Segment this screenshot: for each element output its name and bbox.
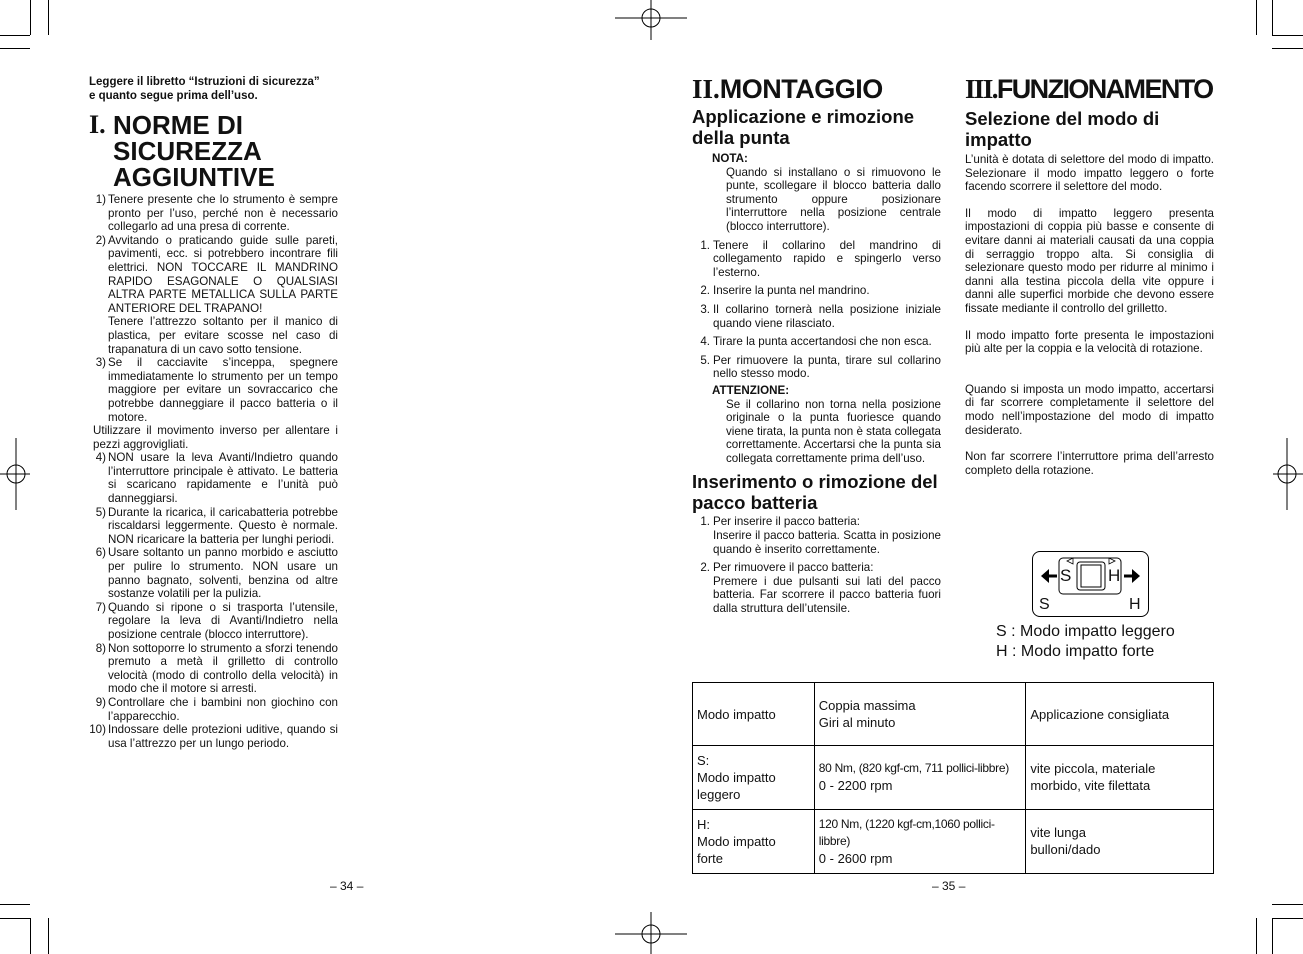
item-text: Utilizzare il movimento inverso per allentare i pezzi aggrovigliati. (93, 424, 338, 451)
mode-code: H: (697, 816, 710, 832)
item-extra-text: Tenere l’attrezzo soltanto per il manico di plastica, per evitare scosse nel caso di trapanatura di un cavo sotto tensione. (108, 315, 338, 356)
torque-value: 120 Nm, (1220 kgf-cm,1060 pollici-libbre) (818, 816, 995, 848)
subheading-punta: Applicazione e rimozione della punta (692, 106, 915, 148)
attenzione-block (692, 384, 941, 466)
section-title: MONTAGGIO (719, 74, 883, 104)
header-torque-rpm (814, 683, 1026, 746)
row-mode (693, 809, 815, 873)
intro-line-1: Leggere il libretto “Istruzioni di sicurezza” (89, 76, 320, 88)
legend-s: S : Modo impatto leggero (996, 623, 1175, 640)
item-text: Per rimuovere la punta, tirare sul collarino nello stesso modo. (713, 353, 941, 381)
safety-item (89, 451, 338, 505)
mode-code: S: (697, 752, 710, 768)
safety-item (89, 506, 338, 547)
switch-s-bottom: S (1039, 596, 1050, 613)
montaggio-step (696, 239, 941, 280)
para-1: L’unità è dotata di selettore del modo di impatto. Selezionare il modo impatto leggero o forte facendo scorrere il selettore del modo. (965, 153, 1214, 194)
item-text: Il collarino tornerà nella posizione iniziale quando viene rilasciato. (713, 302, 941, 330)
item-text: Tenere presente che lo strumento è sempre pronto per l’uso, perché non è necessario collegarlo ad una presa di corrente. (108, 193, 338, 234)
title-line-3: AGGIUNTIVE (113, 162, 275, 192)
left-page (89, 75, 338, 750)
safety-item (89, 234, 338, 356)
row-mode (693, 746, 815, 809)
safety-item (89, 696, 338, 723)
item-text: Quando si ripone o si trasporta l’utensile, regolare la leva di Avanti/Indietro nella posizione centrale (blocco interruttore). (108, 600, 338, 641)
row-torque (814, 809, 1026, 873)
safety-item (89, 356, 338, 424)
para-2: Il modo di impatto leggero presenta impostazioni di coppia più basse e consente di evitare danni ai materiali causati da una coppia di serraggio troppo alta. Si consiglia di selezionare questo modo per ridurre al minimo i danni alla testina piccola della vite oppure i danni alle superfici morbide che devono essere fissate mediante il controllo del grilletto. (965, 206, 1214, 315)
item-text: NON usare la leva Avanti/Indietro quando l’interruttore principale è attivato. Le batteria si scaricano rapidamente e l’unità può danneggiarsi. (108, 451, 338, 506)
item-number: 1. (700, 515, 710, 529)
attenzione-label: ATTENZIONE: (712, 383, 790, 397)
item-text: Tenere il collarino del mandrino di collegamento rapido e spingerlo verso l’esterno. (713, 238, 941, 279)
legend-h: H : Modo impatto forte (996, 643, 1155, 660)
item-number: 5. (700, 353, 710, 367)
intro-note (89, 75, 338, 103)
item-text: Tirare la punta accertandosi che non esca. (713, 335, 932, 349)
torque-value: 80 Nm, (820 kgf-cm, 711 pollici-libbre) (818, 761, 1009, 776)
header-mode: Modo impatto (693, 683, 815, 746)
item-number: 2. (700, 284, 710, 298)
rpm-value: 0 - 2200 rpm (818, 778, 893, 794)
rpm-value: 0 - 2600 rpm (818, 850, 893, 866)
registration-target-left (0, 438, 30, 510)
item-number: 1) (95, 193, 106, 206)
table-header-row (693, 683, 1214, 746)
montaggio-column (692, 74, 941, 616)
row-application (1026, 809, 1214, 873)
row-application (1026, 746, 1214, 809)
header-rpm: Giri al minuto (818, 715, 896, 731)
item-number: 2) (95, 233, 106, 247)
section-roman: II. (692, 74, 720, 104)
title-line-2: SICUREZZA (113, 136, 262, 166)
section-title-funzionamento (965, 74, 1214, 104)
item-number: 7) (95, 600, 106, 614)
page-number-left: – 34 – (330, 879, 364, 893)
title-line-1: NORME DI (113, 110, 243, 140)
item-number: 4. (700, 335, 710, 349)
row-torque (814, 746, 1026, 809)
montaggio-step (696, 303, 941, 330)
para-5: Non far scorrere l’interruttore prima dell’arresto completo della rotazione. (965, 450, 1214, 477)
item-number: 8) (95, 641, 106, 655)
montaggio-step (696, 335, 941, 349)
application-line-1: vite lunga (1030, 825, 1086, 841)
mode-name: Modo impatto (697, 833, 776, 849)
mode-switch-diagram (1032, 551, 1149, 617)
safety-item (89, 193, 338, 234)
item-number: 4) (95, 451, 106, 465)
switch-h-label: H (1108, 566, 1121, 585)
intro-line-2: e quanto segue prima dell’uso. (89, 90, 258, 102)
item-text: Durante la ricarica, il caricabatteria potrebbe riscaldarsi leggermente. Questo è normale. NON ricaricare la batteria per lunghi periodi. (108, 505, 338, 546)
page-number-right: – 35 – (932, 879, 966, 893)
battery-step (696, 515, 941, 556)
section-title-norme (89, 110, 338, 192)
item-text: Non sottoporre lo strumento a sforzi tenendo premuto a metà il grilletto di controllo velocità (modo di controllo della velocità) in modo che il motore si arresti. (108, 641, 338, 696)
safety-item (89, 601, 338, 642)
item-text: Indossare delle protezioni uditive, quando si usa l’attrezzo per un lungo periodo. (108, 723, 338, 750)
mode-type: forte (697, 850, 724, 866)
section-title: FUNZIONAMENTO (996, 74, 1213, 104)
item-text: Inserire il pacco batteria. Scatta in posizione quando è inserito correttamente. (713, 529, 941, 556)
header-application: Applicazione consigliata (1026, 683, 1214, 746)
item-number: 6) (95, 546, 106, 560)
registration-target-top (615, 0, 687, 40)
item-number: 3. (700, 302, 710, 316)
nota-label: NOTA: (712, 152, 748, 165)
item-number: 10) (89, 723, 106, 737)
mode-type: leggero (697, 786, 741, 802)
application-line-1: vite piccola, materiale (1030, 761, 1156, 777)
impact-mode-table (692, 682, 1214, 874)
item-text: Inserire la punta nel mandrino. (713, 284, 870, 298)
safety-item (89, 642, 338, 696)
item-text: Avvitando o praticando guide sulle pareti, pavimenti, ecc. si potrebbero incontrare fili elettrici. NON TOCCARE IL MANDRINO RAPIDO ESAGONALE O QUALSIASI ALTRA PARTE METALLICA SULLA PARTE ANTERIORE DEL TRAPANO! (108, 233, 338, 315)
attenzione-text: Se il collarino non torna nella posizione originale o la punta fuoriesce quando viene tirata, la punta non è stata collegata correttamente. Accertarsi che la punta sia collegata correttamente prima dell’uso. (726, 397, 941, 465)
section-title-montaggio (692, 74, 941, 104)
funzionamento-column (965, 74, 1214, 477)
safety-item (89, 424, 338, 451)
montaggio-step (696, 284, 941, 298)
item-number: 9) (95, 695, 106, 709)
item-label: Per rimuovere il pacco batteria: (713, 561, 874, 575)
nota-text: Quando si installano o si rimuovono le punte, scollegare il blocco batteria dallo strumento oppure posizionare l’interruttore nella posizione centrale (blocco interruttore). (726, 165, 941, 233)
funzionamento-text (965, 153, 1214, 477)
item-number: 2. (700, 561, 710, 575)
table-row (693, 809, 1214, 873)
table-row (693, 746, 1214, 809)
battery-steps (692, 515, 941, 615)
item-text: Controllare che i bambini non giochino con l’apparecchio. (108, 695, 338, 723)
mode-legend (996, 622, 1175, 662)
para-3: Il modo impatto forte presenta le impostazioni più alte per la coppia e la velocità di rotazione. (965, 328, 1214, 356)
mode-name: Modo impatto (697, 769, 776, 785)
registration-target-bottom (615, 912, 687, 954)
safety-item (89, 723, 338, 750)
safety-item (89, 546, 338, 600)
item-number: 1. (700, 238, 710, 252)
subheading-modo: Selezione del modo di impatto (965, 108, 1160, 150)
item-label: Per inserire il pacco batteria: (713, 515, 860, 529)
nota-block (692, 152, 941, 234)
item-text: Usare soltanto un panno morbido e asciutto per pulire lo strumento. NON usare un panno bagnato, solventi, benzina od altre sostanze volatili per la pulizia. (108, 546, 338, 601)
section-roman: III. (965, 74, 997, 104)
montaggio-step (696, 354, 941, 381)
application-line-2: bulloni/dado (1030, 842, 1101, 858)
item-text: Se il cacciavite s’inceppa, spegnere immediatamente lo strumento per un tempo maggiore per evitare un sovraccarico che potrebbe danneggiare il pacco batteria o il motore. (108, 356, 338, 424)
item-number: 3) (95, 356, 106, 370)
section-roman: I. (89, 110, 106, 139)
montaggio-steps (692, 239, 941, 381)
switch-h-bottom: H (1129, 596, 1141, 613)
switch-s-label: S (1060, 566, 1072, 585)
subheading-batteria: Inserimento o rimozione del pacco batteria (692, 471, 938, 514)
safety-list (89, 193, 338, 750)
registration-target-right (1273, 438, 1303, 510)
item-text: Premere i due pulsanti sui lati del pacco batteria. Far scorrere il pacco batteria fuori dalla struttura dell’utensile. (713, 574, 941, 616)
application-line-2: morbido, vite filettata (1030, 778, 1151, 794)
item-number: 5) (95, 505, 106, 519)
header-torque: Coppia massima (818, 698, 916, 714)
para-4: Quando si imposta un modo impatto, accertarsi di far scorrere completamente il selettore del modo nell’impostazione del modo di impatto desiderato. (965, 382, 1214, 437)
battery-step (696, 561, 941, 615)
